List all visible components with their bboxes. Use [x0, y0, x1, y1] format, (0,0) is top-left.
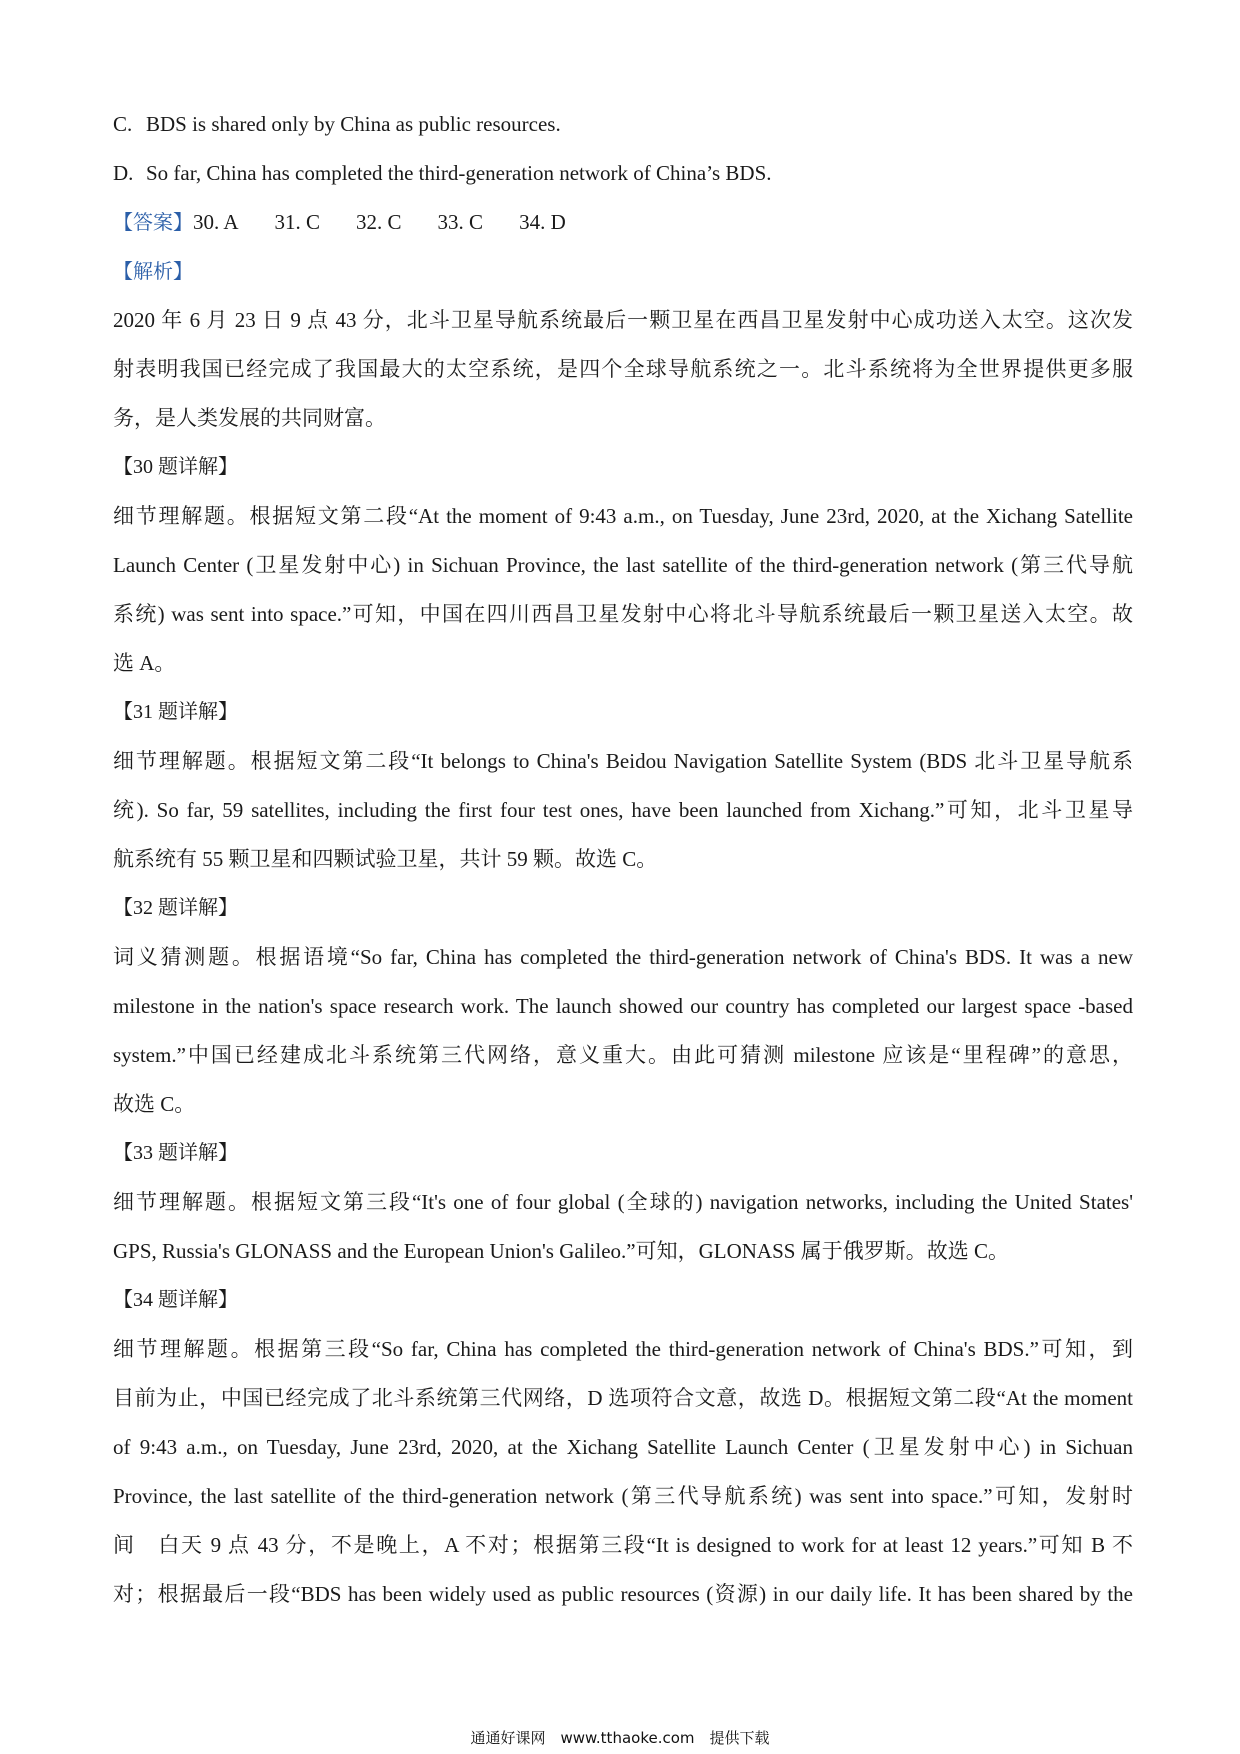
text-line: of 9:43 a.m., on Tuesday, June 23rd, 2020, at the Xichang Satellite Launch Center (卫星发射中心) in Sichuan	[113, 1435, 1133, 1459]
text-line: 故选 C。	[113, 1092, 196, 1116]
option-letter: D.	[113, 161, 134, 185]
text-line: 细节理解题。根据短文第二段“It belongs to China's Beidou Navigation Satellite System (BDS 北斗卫星导航系	[113, 749, 1133, 773]
analysis-heading	[113, 247, 1133, 296]
answer-tag: 【答案】	[113, 210, 193, 234]
section-31	[113, 688, 1133, 884]
option-letter: C.	[113, 112, 133, 136]
option-text: So far, China has completed the third-generation network of China’s BDS.	[146, 161, 772, 185]
section-heading: 【32 题详解】	[113, 897, 238, 919]
text-line: system.”中国已经建成北斗系统第三代网络，意义重大。由此可猜测 milestone 应该是“里程碑”的意思，	[113, 1043, 1133, 1067]
section-heading: 【33 题详解】	[113, 1142, 238, 1164]
text-line: 射表明我国已经完成了我国最大的太空系统，是四个全球导航系统之一。北斗系统将为全世界提供更多服	[113, 357, 1133, 381]
text-line: 目前为止，中国已经完成了北斗系统第三代网络，D 选项符合文意，故选 D。根据短文第二段“At the moment	[113, 1386, 1133, 1410]
option-d	[113, 149, 1133, 198]
analysis-tag: 【解析】	[113, 259, 193, 283]
section-30	[113, 443, 1133, 688]
section-34	[113, 1276, 1133, 1619]
answer-item: 33. C	[437, 210, 484, 234]
text-line: Province, the last satellite of the third-generation network (第三代导航系统) was sent into space.”可知，发射时	[113, 1484, 1133, 1508]
text-line: 2020 年 6 月 23 日 9 点 43 分，北斗卫星导航系统最后一颗卫星在西昌卫星发射中心成功送入太空。这次发	[113, 308, 1133, 332]
section-32	[113, 884, 1133, 1129]
section-heading: 【34 题详解】	[113, 1289, 238, 1311]
section-heading: 【31 题详解】	[113, 701, 238, 723]
summary-paragraph	[113, 296, 1133, 443]
text-line: 选 A。	[113, 651, 176, 675]
text-line: GPS, Russia's GLONASS and the European Union's Galileo.”可知，GLONASS 属于俄罗斯。故选 C。	[113, 1239, 1009, 1263]
answer-item: 32. C	[356, 210, 402, 234]
text-line: 细节理解题。根据短文第二段“At the moment of 9:43 a.m., on Tuesday, June 23rd, 2020, at the Xichang Satellite	[113, 504, 1133, 528]
text-line: 务，是人类发展的共同财富。	[113, 406, 386, 430]
answer-line	[113, 198, 1133, 247]
answer-item: 31. C	[274, 210, 321, 234]
text-line: 词义猜测题。根据语境“So far, China has completed the third-generation network of China's BDS. It was a new	[113, 945, 1133, 969]
text-line: 间 白天 9 点 43 分，不是晚上，A 不对；根据第三段“It is designed to work for at least 12 years.”可知 B 不	[113, 1533, 1133, 1557]
text-line: 细节理解题。根据第三段“So far, China has completed the third-generation network of China's BDS.”可知，到	[113, 1337, 1133, 1361]
text-line: Launch Center (卫星发射中心) in Sichuan Province, the last satellite of the third-generation network (第三代导航	[113, 553, 1133, 577]
section-heading: 【30 题详解】	[113, 456, 238, 478]
page-footer: 通通好课网 www.tthaoke.com 提供下载	[470, 1729, 770, 1747]
section-33	[113, 1129, 1133, 1276]
document-body	[113, 100, 1133, 1619]
option-c	[113, 100, 1133, 149]
text-line: 航系统有 55 颗卫星和四颗试验卫星，共计 59 颗。故选 C。	[113, 847, 658, 871]
answer-item: 34. D	[519, 210, 566, 234]
text-line: 对；根据最后一段“BDS has been widely used as public resources (资源) in our daily life. It has been shared by the	[113, 1582, 1133, 1606]
text-line: milestone in the nation's space research work. The launch showed our country has completed our largest space -based	[113, 994, 1133, 1018]
text-line: 统). So far, 59 satellites, including the first four test ones, have been launched from Xichang.”可知，北斗卫星导	[113, 798, 1133, 822]
text-line: 系统) was sent into space.”可知，中国在四川西昌卫星发射中心将北斗导航系统最后一颗卫星送入太空。故	[113, 602, 1133, 626]
answer-item: 30. A	[193, 210, 239, 234]
text-line: 细节理解题。根据短文第三段“It's one of four global (全球的) navigation networks, including the United States'	[113, 1190, 1133, 1214]
option-text: BDS is shared only by China as public resources.	[146, 112, 561, 136]
